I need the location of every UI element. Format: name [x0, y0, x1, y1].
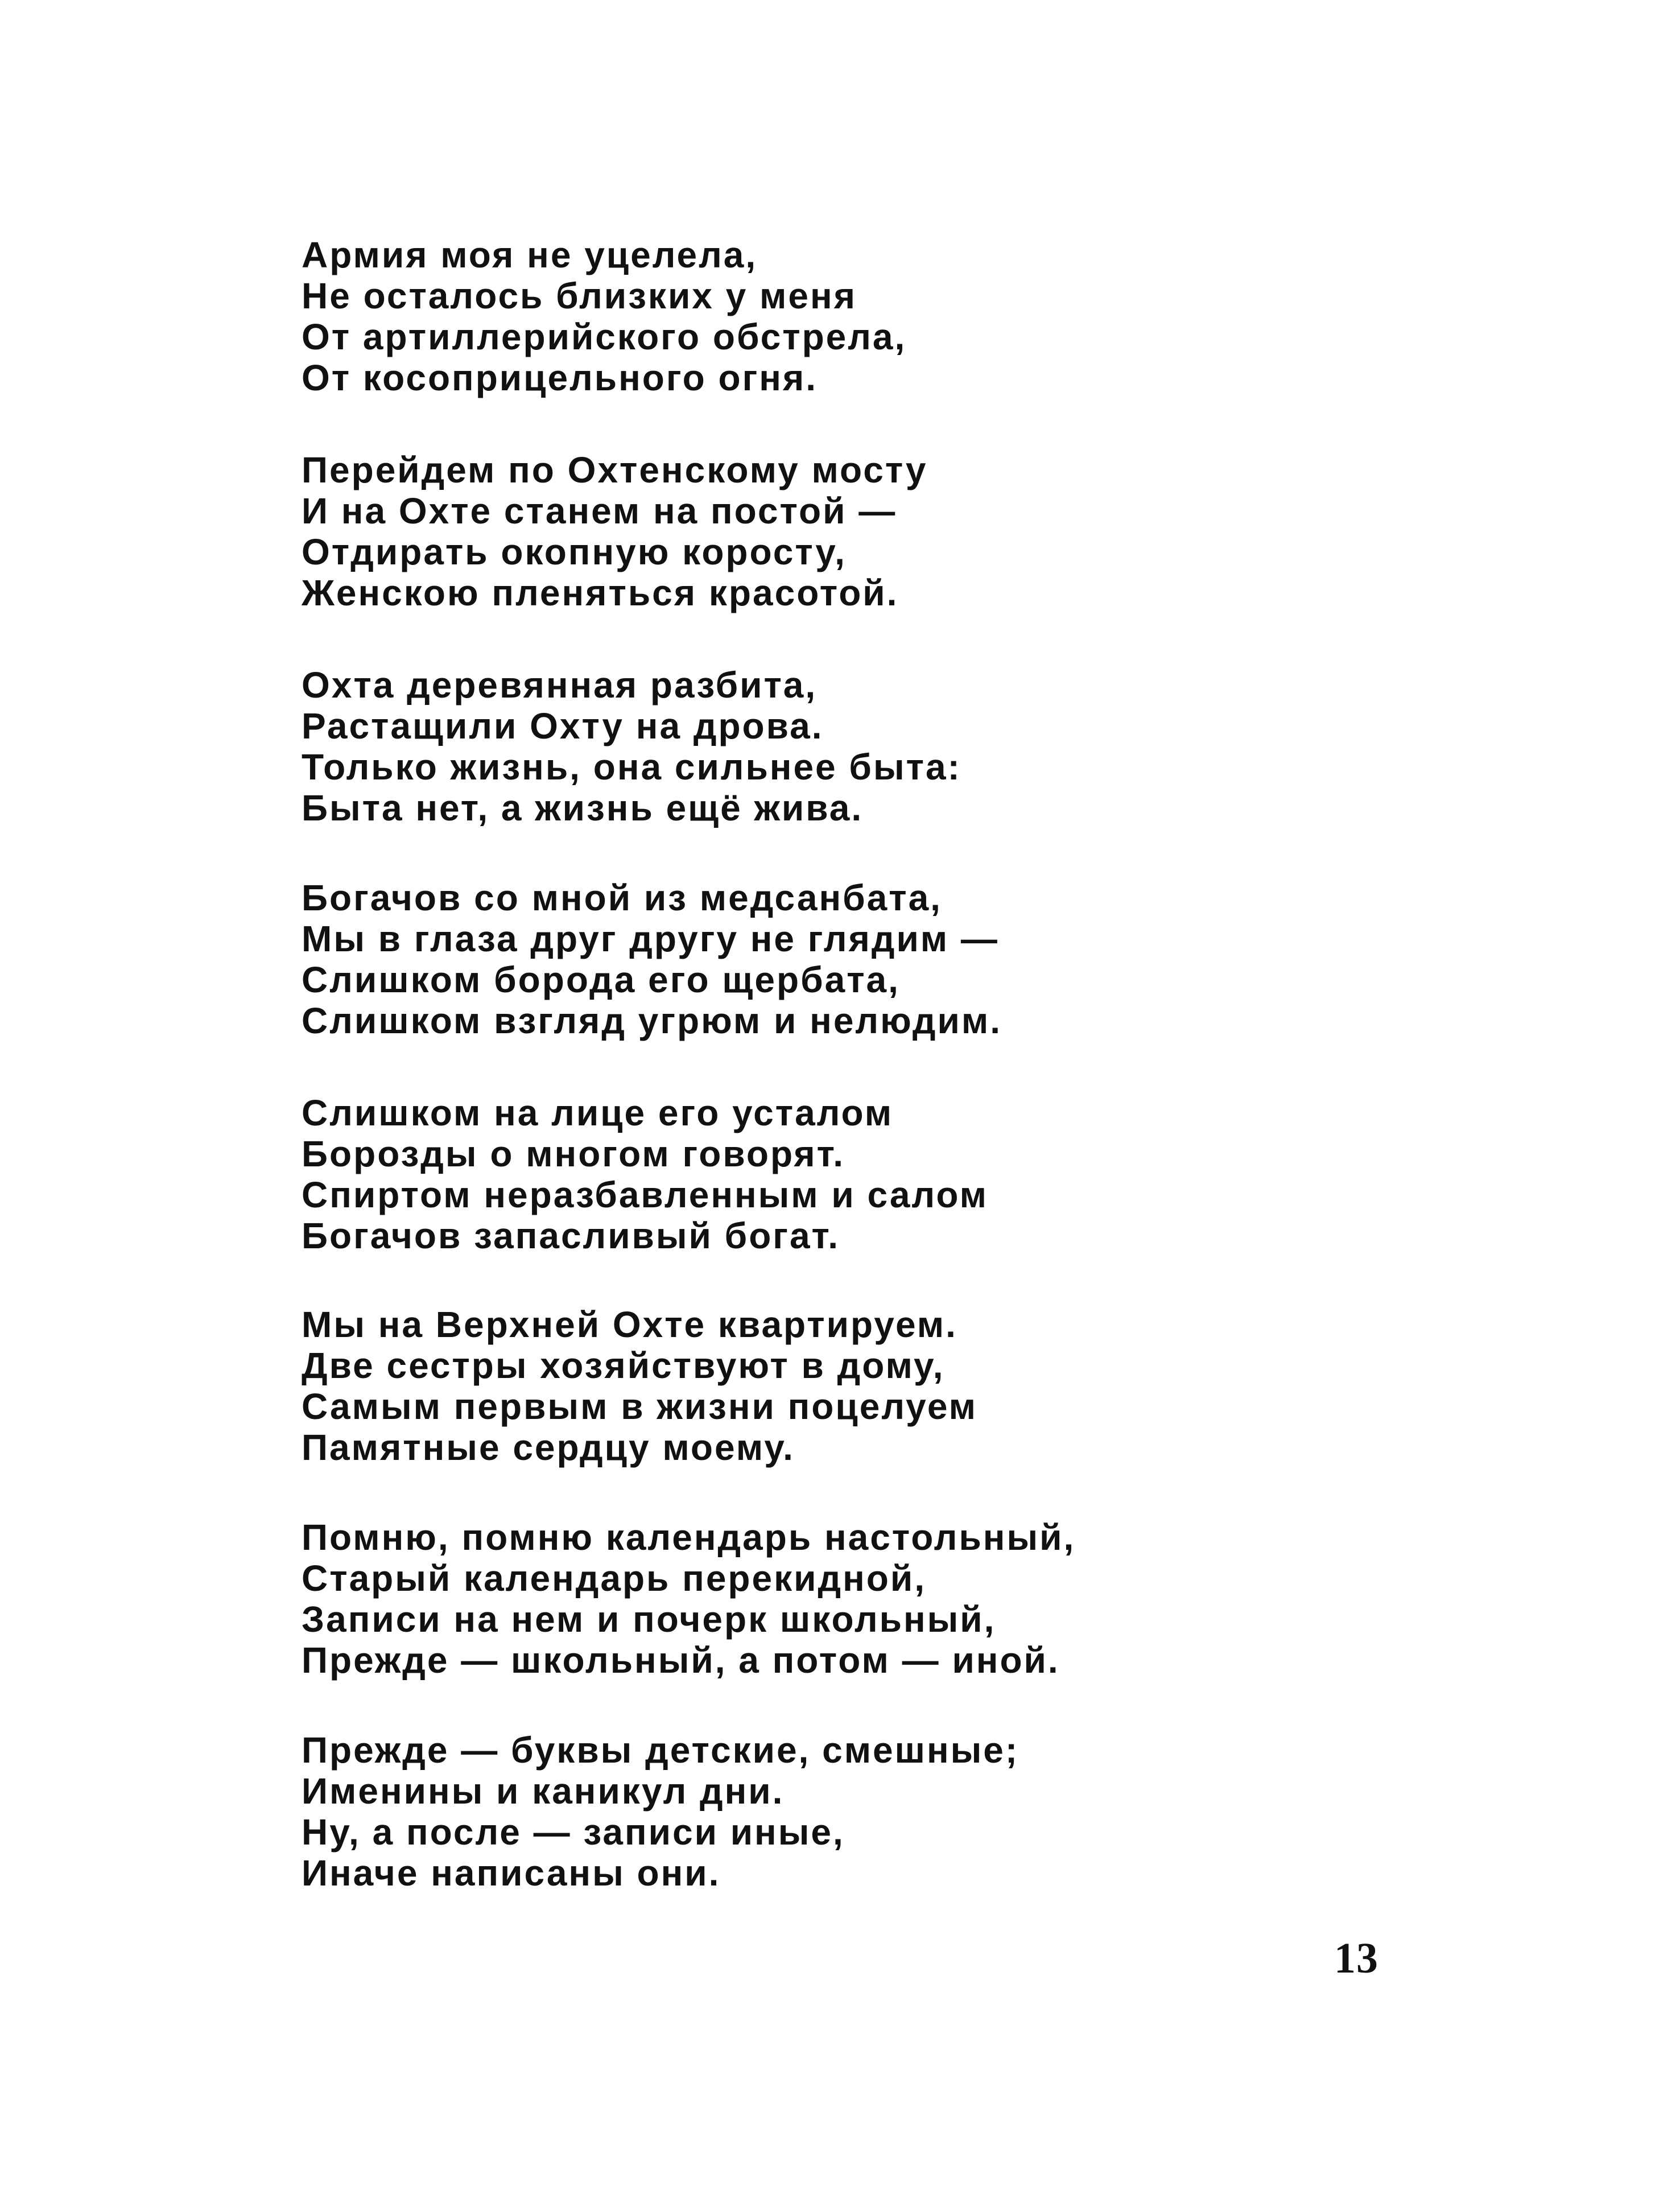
- poem-line: Мы в глаза друг другу не глядим —: [302, 918, 999, 959]
- poem-line: От артиллерийского обстрела,: [302, 316, 907, 357]
- poem-line: И на Охте станем на постой —: [302, 490, 897, 531]
- poem-line: От косоприцельного огня.: [302, 357, 818, 398]
- poem-line: Иначе написаны они.: [302, 1852, 721, 1893]
- poem-line: Две сестры хозяйствуют в дому,: [302, 1345, 945, 1386]
- poem-line: Спиртом неразбавленным и салом: [302, 1174, 988, 1215]
- poem-line: Женскою пленяться красотой.: [302, 572, 899, 613]
- poem-line: Отдирать окопную коросту,: [302, 531, 847, 572]
- poem-line: Прежде — школьный, а потом — иной.: [302, 1640, 1060, 1681]
- poem-line: Быта нет, а жизнь ещё жива.: [302, 787, 864, 828]
- poem-line: Прежде — буквы детские, смешные;: [302, 1730, 1019, 1771]
- poem-line: Слишком борода его щербата,: [302, 959, 900, 1000]
- page-number: 13: [1334, 1934, 1378, 1982]
- poem-line: Слишком на лице его усталом: [302, 1092, 894, 1133]
- poem-line: Слишком взгляд угрюм и нелюдим.: [302, 1000, 1002, 1041]
- poem-line: Памятные сердцу моему.: [302, 1427, 795, 1468]
- poem-line: Перейдем по Охтенскому мосту: [302, 449, 928, 490]
- poem-line: Богачов со мной из медсанбата,: [302, 877, 942, 918]
- poem-line: Борозды о многом говорят.: [302, 1133, 845, 1174]
- poem-line: Записи на нем и почерк школьный,: [302, 1599, 996, 1640]
- poem-line: Богачов запасливый богат.: [302, 1215, 840, 1256]
- poem-line: Охта деревянная разбита,: [302, 665, 818, 705]
- poem-line: Мы на Верхней Охте квартируем.: [302, 1304, 957, 1345]
- poem-line: Растащили Охту на дрова.: [302, 705, 824, 746]
- poem-line: Помню, помню календарь настольный,: [302, 1517, 1076, 1558]
- poem-line: Только жизнь, она сильнее быта:: [302, 746, 961, 787]
- poem-line: Старый календарь перекидной,: [302, 1558, 926, 1599]
- poem-line: Самым первым в жизни поцелуем: [302, 1386, 977, 1427]
- poem-line: Именины и каникул дни.: [302, 1771, 785, 1812]
- poem-line: Не осталось близких у меня: [302, 275, 857, 316]
- poem-line: Ну, а после — записи иные,: [302, 1812, 845, 1852]
- poem-line: Армия моя не уцелела,: [302, 234, 758, 275]
